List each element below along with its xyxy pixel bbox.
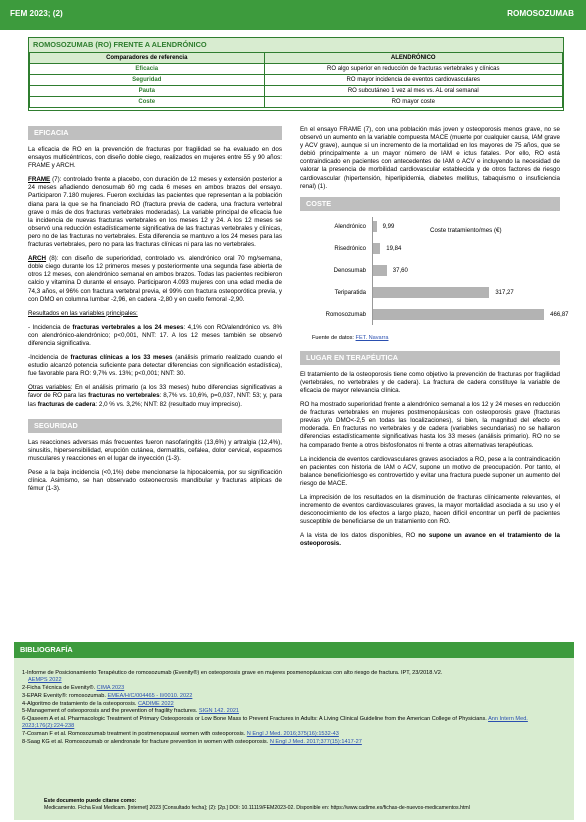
lugar-p5-bold: no supone un avance en el tratamiento de la osteoporosis. xyxy=(300,532,560,548)
bibliography-item-text: 8-Saag KG et al. Romosozumab or alendronate for fracture prevention in women with osteoporosis. xyxy=(22,738,270,745)
bibliography-item xyxy=(22,739,562,746)
section-heading-coste: COSTE xyxy=(300,197,560,211)
bibliography-item-link[interactable]: Ann Intern Med. 2023;176(2):224-238 xyxy=(22,716,528,730)
chart-source-prefix: Fuente de datos: xyxy=(312,334,356,341)
results-heading: Resultados en las variables principales: xyxy=(28,309,138,317)
summary-row-pauta xyxy=(30,86,563,97)
other-variables-label: Otras variables xyxy=(28,384,71,392)
summary-row-value: RO subcutáneo 1 vez al mes vs. AL oral semanal xyxy=(264,86,562,97)
chart-source-link[interactable]: FET. Navarra xyxy=(355,334,389,341)
frame-text: (7): controlado frente a placebo, con duración de 12 meses y extensión posterior a 24 meses añadiendo denosumab 60 mg cada 6 meses en ambos brazos del ensayo. Participaron 7.180 mujeres. Fueron excluidas las pacientes que representan a la población diana para la que se ha financiado RO (fractura previa de cadera, una fractura vertebral grave o más de dos fracturas vertebrales moderadas). La variable principal de eficacia fue la incidencia de nuevas fracturas vertebrales en los meses 12 y 24. A los 12 meses se observó una reducción estadísticamente significativa de las fracturas vertebrales y clínicas, pero no de las fracturas no vertebrales. Esta diferencia se mantuvo a los 24 meses para las fracturas vertebrales, pero no para las fracturas clínicas ni para las no vertebrales. xyxy=(28,176,282,249)
other-variables xyxy=(28,384,282,408)
bibliography-item-text: 4-Algoritmo de tratamiento de la osteoporosis. xyxy=(22,700,138,707)
bibliography-item-text: 1-Informe de Posicionamiento Terapéutico de romosozumab (Evenity®) en osteoporosis grave en mujeres posmenopáusicas con alto riesgo de fractura. IPT, 23/2018.V2. xyxy=(22,670,443,676)
chart-bar xyxy=(373,309,544,320)
lugar-p5-pre: A la vista de los datos disponibles, RO xyxy=(300,532,419,540)
issue-label: FEM 2023; (2) xyxy=(10,9,63,18)
section-heading-eficacia: EFICACIA xyxy=(28,126,282,140)
summary-col-header-alendronico: ALENDRÓNICO xyxy=(264,53,562,64)
summary-row-value: RO mayor coste xyxy=(264,97,562,108)
bibliography-item xyxy=(22,731,562,738)
bibliography-item-text: 2-Ficha Técnica de Evenity®. xyxy=(22,685,97,691)
other-variables-bold-2: fracturas de cadera xyxy=(37,400,96,408)
seguridad-p1: Las reacciones adversas más frecuentes fueron nasofaringitis (13,6%) y artralgia (12,4%), sinusitis, hipersensibilidad, erupción cutánea, dermatitis, cefalea, dolor cervical, espasmos musculares y reacciones en el lugar de inyección (1-3). xyxy=(28,438,282,462)
summary-row-eficacia xyxy=(30,64,563,75)
other-variables-pre: : En el análisis primario (a los 33 meses) hubo diferencias significativas a favor de RO para las xyxy=(28,384,283,400)
lugar-p4: La imprecisión de los resultados en la disminución de fracturas clínicamente relevantes, el incremento de eventos cardiovasculares graves, la mayor mortalidad asociada a su uso y el desconocimiento de los efectos a largo plazo, hacen difícil encontrar un perfil de pacientes susceptible de beneficiarse de un tratamiento con RO. xyxy=(300,493,560,526)
chart-category-label: Alendrónico xyxy=(334,223,366,230)
result-vertebral-post: : 4,1% con RO/alendrónico vs. 8% con alendrónico-alendrónico; p<0,001, NNT: 17. A los 12 meses también se observó diferencia significativa. xyxy=(28,323,283,347)
chart-value-label: 19,84 xyxy=(386,245,402,252)
chart-bar xyxy=(373,221,377,232)
other-variables-post: : 2,0 % vs. 3,2%; NNT: 82 (resultado muy impreciso). xyxy=(95,400,242,408)
result-clinical-pre: -Incidencia de xyxy=(28,354,71,362)
result-clinical-post: (análisis primario realizado cuando el estudio alcanzó potencia suficiente para detectar diferencias con significación estadística), fue favorable para RO: 9,7% vs. 13%; p<0,001; NNT: 30. xyxy=(28,354,283,378)
summary-row-seguridad xyxy=(30,75,563,86)
chart-value-label: 9,99 xyxy=(382,223,395,230)
bibliography-item-text: 3-EPAR Evenity®: romosozumab. xyxy=(22,692,108,699)
chart-value-label: 466,87 xyxy=(550,311,569,318)
bibliography-item-text: 5-Management of osteoporosis and the prevention of fragility fractures. xyxy=(22,708,199,715)
lugar-p1: El tratamiento de la osteoporosis tiene como objetivo la prevención de fracturas por fragilidad (vertebrales, no vertebrales y de cadera). La fractura de cadera constituye la variable de eficacia de mayor relevancia clínica. xyxy=(300,370,560,394)
cardiovascular-paragraph: En el ensayo FRAME (7), con una población más joven y osteoporosis menos grave, no se observó un aumento en la variable compuesta MACE (muerte por cualquier causa, IAM grave y ACV grave), aunque sí un incremento de la mortalidad en los mayores de 75 años, que se debió principalmente a un mayor número de IAM e ictus fatales. Por ello, RO está contraindicado en pacientes con antecedentes de IAM o ACV e incluyendo la necesidad de valorar la presencia de morbilidad cardiovascular establecida y de otros factores de riesgo cardiovascular (hipertensión, hiperlipidemia, diabetes mellitus, tabaquismo o insuficiencia renal) (1). xyxy=(300,126,560,190)
summary-row-coste xyxy=(30,97,563,108)
summary-row-value: RO algo superior en reducción de fracturas vertebrales y clínicas xyxy=(264,64,562,75)
result-vertebral-bold: fracturas vertebrales a los 24 meses xyxy=(72,323,184,331)
bibliography-item-link[interactable]: EMEA/H/C/004465 - II/0010. 2022 xyxy=(107,692,193,699)
chart-legend: Coste tratamiento/mes (€) xyxy=(430,226,502,234)
summary-row-label: Seguridad xyxy=(30,75,265,86)
right-column xyxy=(300,126,569,555)
other-variables-bold-1: fracturas no vertebrales xyxy=(88,392,160,400)
eficacia-intro: La eficacia de RO en la prevención de fracturas por fragilidad se ha evaluado en dos ensayos multicéntricos, con diseño doble ciego, realizados en mujeres entre 55 y 90 años: FRAME y ARCH. xyxy=(28,146,282,170)
summary-col-header-comparators: Comparadores de referencia xyxy=(30,53,265,64)
bibliography-item-link[interactable]: CIMA 2023 xyxy=(96,685,125,691)
result-vertebral xyxy=(28,324,282,348)
section-heading-seguridad: SEGURIDAD xyxy=(28,419,282,433)
lugar-p2: RO ha mostrado superioridad frente a alendrónico semanal a los 12 y 24 meses en reducción de fracturas vertebrales en mujeres postmenopáusicas con osteoporosis grave (fracturas previas y/o DMO<-2,5 en todas las localizaciones), si bien, la magnitud del efecto es moderada. En fracturas no vertebrales y de cadera (variables secundarias) no se hallaron diferencias estadísticamente significativas hasta los 33 meses (análisis primario). RO no se ha comparado frente a otros bisfosfonatos ni frente a otras alternativas terapéuticas. xyxy=(300,401,560,449)
bibliography-item-text: 7-Cosman F et al. Romosozumab treatment in postmenopausal women with osteoporosis. xyxy=(22,731,247,738)
bibliography-box xyxy=(14,642,574,820)
bibliography-item xyxy=(22,670,562,684)
summary-title: ROMOSOZUMAB (RO) FRENTE A ALENDRÓNICO xyxy=(29,38,563,52)
seguridad-p2: Pese a la baja incidencia (<0,1%) debe mencionarse la hipocalcemia, por su significación clínica. Asimismo, se han observado osteonecrosis mandibular y fracturas atípicas de fémur (1-3). xyxy=(28,468,282,493)
bibliography-item xyxy=(22,685,562,692)
lugar-p3: La incidencia de eventos cardiovasculares graves asociados a RO, pese a la contraindicación en pacientes con historia de IAM o ACV, supone un motivo de preocupación. Por tanto, el balance beneficio/riesgo es controvertido y evitar una fractura puede suponer un aumento del riesgo de MACE. xyxy=(300,455,560,487)
bibliography-item xyxy=(22,701,562,708)
citation-heading: Este documento puede citarse como: xyxy=(44,798,137,804)
other-variables-mid: : 8,7% vs. 10,6%, p=0,037, NNT: 53; y, para las xyxy=(28,392,282,408)
chart-category-label: Risedrónico xyxy=(334,245,366,252)
summary-header-row xyxy=(30,53,563,64)
citation-text: Medicamento. Ficha Eval Medicam. [Internet] 2023 [Consultado fecha]; (2): [2p.] DOI: 10.11119/FEM2023-02. Disponible en: https://www.cadime.es/fichas-de-nuevos-medicamentos.html xyxy=(44,805,470,811)
chart-bar xyxy=(373,243,380,254)
citation-note xyxy=(44,798,470,812)
frame-label: FRAME xyxy=(28,176,51,184)
frame-paragraph xyxy=(28,176,282,249)
summary-row-label: Coste xyxy=(30,97,265,108)
summary-row-value: RO mayor incidencia de eventos cardiovasculares xyxy=(264,75,562,86)
arch-label: ARCH xyxy=(28,255,47,263)
bibliography-item-link[interactable]: N Engl J Med. 2016;375(16):1532-43 xyxy=(246,731,339,738)
arch-paragraph xyxy=(28,255,282,304)
bibliography-item-link[interactable]: SIGN 142. 2021 xyxy=(198,708,240,715)
chart-category-label: Romosozumab xyxy=(325,311,366,318)
bibliography-heading: BIBLIOGRAFÍA xyxy=(14,642,574,658)
header-bar xyxy=(0,0,586,30)
summary-row-label: Eficacia xyxy=(30,64,265,75)
bibliography-item xyxy=(22,693,562,700)
chart-category-label: Denosumab xyxy=(333,267,366,274)
chart-value-label: 37,60 xyxy=(392,267,408,274)
result-clinical xyxy=(28,354,282,378)
result-clinical-bold: fracturas clínicas a los 33 meses xyxy=(70,354,173,362)
bibliography-item-text: 6-Qaseem A et al. Pharmacologic Treatment of Primary Osteoporosis or Low Bone Mass to Prevent Fractures in Adults: A Living Clinical Guideline from the American College of Physicians. xyxy=(22,716,489,723)
section-heading-lugar: LUGAR EN TERAPÉUTICA xyxy=(300,351,560,365)
summary-table xyxy=(29,52,563,108)
bibliography-item xyxy=(22,708,562,715)
summary-box xyxy=(28,37,564,111)
cost-bar-chart xyxy=(300,217,569,345)
summary-row-label: Pauta xyxy=(30,86,265,97)
left-column xyxy=(28,126,282,499)
bibliography-item-link[interactable]: AEMPS 2022 xyxy=(28,677,62,684)
chart-source xyxy=(312,334,389,342)
bibliography-list xyxy=(22,670,562,747)
bibliography-item-link[interactable]: N Engl J Med. 2017;377(15):1417-27 xyxy=(269,738,362,745)
chart-category-label: Teriparatida xyxy=(334,289,366,296)
bibliography-item xyxy=(22,716,562,730)
arch-text: (8): con diseño de superioridad, controlado vs. alendrónico oral 70 mg/semana, doble ciego durante los 12 primeros meses y posteriormente una segunda fase abierta de otros 12 meses, con alendrónico semanal en ambos brazos. Todas las pacientes recibieron calcio y vitamina D durante el ensayo. Participaron 4.093 mujeres con una edad media de 74,3 años, el 96% con fractura vertebral previa, el 99% con fractura osteoporótica previa, y con DMO en columna lumbar -2,96, en cadera -2,80 y en cuello femoral -2,90. xyxy=(28,255,282,303)
chart-bar xyxy=(373,265,387,276)
bibliography-item-link[interactable]: CADIME 2022 xyxy=(137,700,174,707)
drug-name-label: ROMOSOZUMAB xyxy=(507,9,574,18)
result-vertebral-pre: - Incidencia de xyxy=(28,323,73,331)
lugar-p5 xyxy=(300,532,560,548)
chart-value-label: 317,27 xyxy=(495,289,514,296)
chart-bar xyxy=(373,287,489,298)
